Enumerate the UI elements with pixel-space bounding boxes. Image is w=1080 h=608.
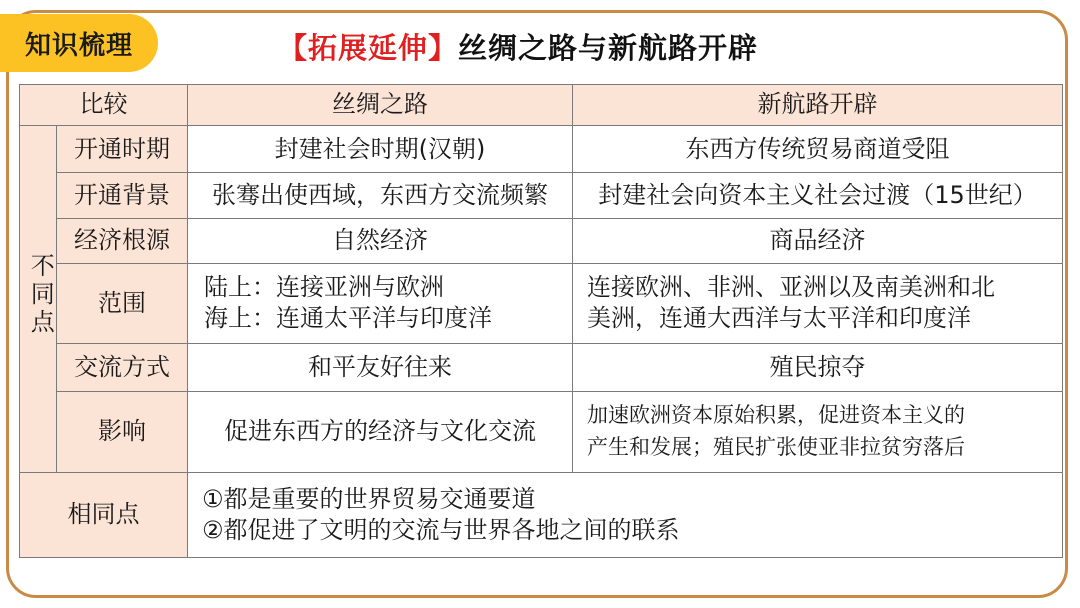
route-line: 加速欧洲资本原始积累，促进资本主义的 [587,403,965,428]
row-label: 经济根源 [57,218,188,263]
row-label: 影响 [57,392,188,472]
section-tag: 知识梳理 [0,14,158,72]
table-row [20,344,1063,392]
same-line: ①都是重要的世界贸易交通要道 [202,484,536,513]
silk-line: 海上：连通太平洋与印度洋 [204,304,492,333]
page-title [278,24,758,68]
route-cell [573,263,1063,343]
header-row [20,85,1063,126]
row-label: 范围 [57,263,188,343]
table-row [20,218,1063,263]
same-label: 相同点 [20,472,188,557]
silk-cell: 封建社会时期(汉朝) [188,126,573,173]
silk-cell: 促进东西方的经济与文化交流 [188,392,573,472]
table-row [20,392,1063,472]
header-compare: 比较 [20,85,188,126]
route-cell: 商品经济 [573,218,1063,263]
title-main: 丝绸之路与新航路开辟 [458,30,759,65]
silk-cell: 张骞出使西域，东西方交流频繁 [188,173,573,218]
silk-line: 陆上：连接亚洲与欧洲 [204,273,444,302]
route-line: 产生和发展；殖民扩张使亚非拉贫穷落后 [587,434,965,459]
route-cell: 殖民掠夺 [573,344,1063,392]
silk-cell: 和平友好往来 [188,344,573,392]
table-row [20,173,1063,218]
route-line: 美洲，连通大西洋与太平洋和印度洋 [587,304,971,333]
same-line: ②都促进了文明的交流与世界各地之间的联系 [202,515,680,544]
header-new-route: 新航路开辟 [573,85,1063,126]
silk-cell: 自然经济 [188,218,573,263]
row-label: 开通时期 [57,126,188,173]
title-bracket: 【拓展延伸】 [278,30,459,65]
diff-label: 不同点 [26,252,55,337]
silk-cell [188,263,573,343]
route-cell: 封建社会向资本主义社会过渡（15世纪） [573,173,1063,218]
row-label: 开通背景 [57,173,188,218]
header-silk-road: 丝绸之路 [188,85,573,126]
route-line: 连接欧洲、非洲、亚洲以及南美洲和北 [587,273,995,302]
same-cell [188,472,1063,557]
table-row [20,126,1063,173]
same-row [20,472,1063,557]
route-cell [573,392,1063,472]
table-row [20,263,1063,343]
comparison-table [19,84,1063,558]
row-label: 交流方式 [57,344,188,392]
diff-label-cell [20,126,57,472]
route-cell: 东西方传统贸易商道受阻 [573,126,1063,173]
